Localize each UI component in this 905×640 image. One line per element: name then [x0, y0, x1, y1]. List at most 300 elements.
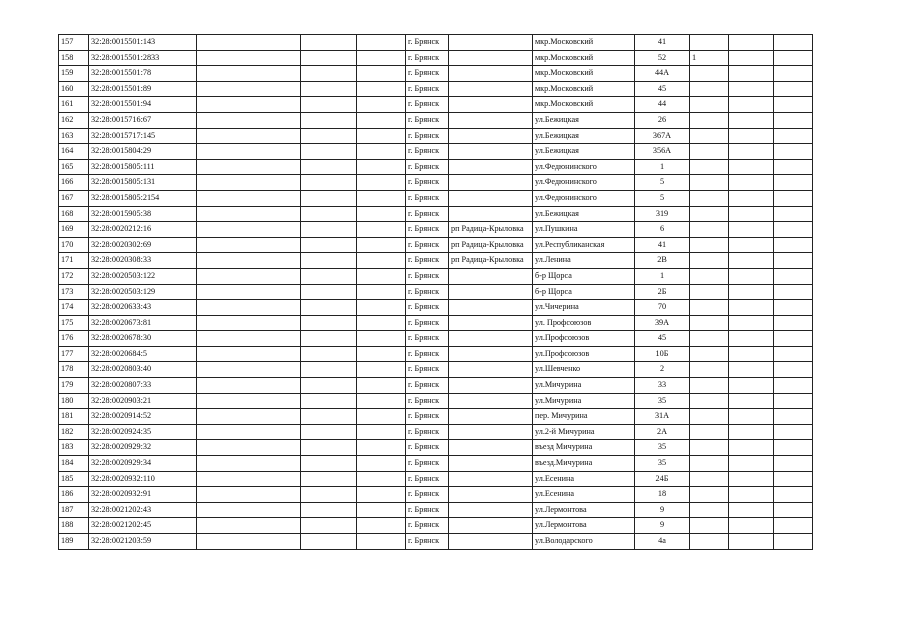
cadastral-number: 32:28:0020503:122 — [89, 268, 197, 284]
house-number: 2В — [635, 253, 690, 269]
empty-cell — [197, 393, 301, 409]
flag-cell — [690, 346, 729, 362]
empty-cell — [197, 128, 301, 144]
house-number: 5 — [635, 175, 690, 191]
settlement-cell — [449, 144, 533, 160]
empty-cell — [301, 456, 357, 472]
empty-cell — [301, 50, 357, 66]
street-cell: въезд Мичурина — [533, 440, 635, 456]
table-row — [59, 222, 813, 238]
empty-cell — [197, 534, 301, 550]
empty-cell — [774, 144, 813, 160]
flag-cell — [690, 456, 729, 472]
cadastral-number: 32:28:0020932:110 — [89, 471, 197, 487]
cadastral-number: 32:28:0015804:29 — [89, 144, 197, 160]
city-cell: г. Брянск — [406, 534, 449, 550]
flag-cell — [690, 35, 729, 51]
empty-cell — [729, 518, 774, 534]
house-number: 9 — [635, 502, 690, 518]
empty-cell — [729, 237, 774, 253]
house-number: 45 — [635, 331, 690, 347]
empty-cell — [197, 315, 301, 331]
empty-cell — [357, 534, 406, 550]
empty-cell — [301, 253, 357, 269]
empty-cell — [357, 206, 406, 222]
empty-cell — [729, 97, 774, 113]
house-number: 10Б — [635, 346, 690, 362]
street-cell: мкр.Московский — [533, 66, 635, 82]
empty-cell — [774, 440, 813, 456]
empty-cell — [774, 471, 813, 487]
empty-cell — [729, 190, 774, 206]
empty-cell — [357, 284, 406, 300]
street-cell: ул.Лермонтова — [533, 518, 635, 534]
empty-cell — [774, 362, 813, 378]
street-cell: ул.Есенина — [533, 471, 635, 487]
empty-cell — [774, 128, 813, 144]
table-row — [59, 518, 813, 534]
settlement-cell — [449, 378, 533, 394]
row-number: 185 — [59, 471, 89, 487]
flag-cell — [690, 66, 729, 82]
cadastral-number: 32:28:0015501:2833 — [89, 50, 197, 66]
settlement-cell: рп Радица-Крыловка — [449, 237, 533, 253]
flag-cell — [690, 471, 729, 487]
empty-cell — [197, 409, 301, 425]
empty-cell — [357, 112, 406, 128]
street-cell: мкр.Московский — [533, 35, 635, 51]
settlement-cell — [449, 315, 533, 331]
empty-cell — [729, 66, 774, 82]
empty-cell — [729, 409, 774, 425]
row-number: 173 — [59, 284, 89, 300]
table-row — [59, 331, 813, 347]
table-row — [59, 81, 813, 97]
city-cell: г. Брянск — [406, 144, 449, 160]
empty-cell — [301, 284, 357, 300]
flag-cell — [690, 237, 729, 253]
empty-cell — [197, 66, 301, 82]
cadastral-number: 32:28:0015905:38 — [89, 206, 197, 222]
empty-cell — [357, 346, 406, 362]
empty-cell — [357, 362, 406, 378]
row-number: 172 — [59, 268, 89, 284]
street-cell: б-р Щорса — [533, 284, 635, 300]
house-number: 2 — [635, 362, 690, 378]
street-cell: ул.Федюнинского — [533, 159, 635, 175]
empty-cell — [301, 346, 357, 362]
house-number: 35 — [635, 456, 690, 472]
city-cell: г. Брянск — [406, 97, 449, 113]
table-row — [59, 315, 813, 331]
city-cell: г. Брянск — [406, 222, 449, 238]
cadastral-number: 32:28:0020308:33 — [89, 253, 197, 269]
cadastral-number: 32:28:0020503:129 — [89, 284, 197, 300]
house-number: 2Б — [635, 284, 690, 300]
table-row — [59, 112, 813, 128]
cadastral-number: 32:28:0015805:2154 — [89, 190, 197, 206]
street-cell: ул.Ленина — [533, 253, 635, 269]
empty-cell — [301, 378, 357, 394]
empty-cell — [774, 284, 813, 300]
empty-cell — [197, 144, 301, 160]
row-number: 160 — [59, 81, 89, 97]
cadastral-number: 32:28:0020302:69 — [89, 237, 197, 253]
empty-cell — [774, 456, 813, 472]
empty-cell — [357, 487, 406, 503]
empty-cell — [729, 159, 774, 175]
city-cell: г. Брянск — [406, 409, 449, 425]
empty-cell — [197, 424, 301, 440]
empty-cell — [357, 424, 406, 440]
empty-cell — [729, 456, 774, 472]
empty-cell — [357, 393, 406, 409]
table-row — [59, 253, 813, 269]
empty-cell — [197, 471, 301, 487]
house-number: 319 — [635, 206, 690, 222]
street-cell: ул.2-й Мичурина — [533, 424, 635, 440]
cadastral-number: 32:28:0020673:81 — [89, 315, 197, 331]
table-row — [59, 35, 813, 51]
row-number: 169 — [59, 222, 89, 238]
empty-cell — [774, 175, 813, 191]
empty-cell — [774, 206, 813, 222]
table-row — [59, 50, 813, 66]
empty-cell — [774, 409, 813, 425]
city-cell: г. Брянск — [406, 206, 449, 222]
table-row — [59, 190, 813, 206]
house-number: 24Б — [635, 471, 690, 487]
house-number: 52 — [635, 50, 690, 66]
house-number: 31А — [635, 409, 690, 425]
empty-cell — [301, 175, 357, 191]
table-row — [59, 284, 813, 300]
settlement-cell — [449, 35, 533, 51]
empty-cell — [357, 35, 406, 51]
house-number: 356А — [635, 144, 690, 160]
flag-cell — [690, 175, 729, 191]
flag-cell — [690, 128, 729, 144]
row-number: 178 — [59, 362, 89, 378]
flag-cell — [690, 159, 729, 175]
empty-cell — [301, 190, 357, 206]
table-row — [59, 378, 813, 394]
empty-cell — [774, 237, 813, 253]
empty-cell — [197, 237, 301, 253]
house-number: 39А — [635, 315, 690, 331]
empty-cell — [774, 190, 813, 206]
settlement-cell — [449, 502, 533, 518]
empty-cell — [197, 175, 301, 191]
house-number: 6 — [635, 222, 690, 238]
empty-cell — [774, 159, 813, 175]
row-number: 167 — [59, 190, 89, 206]
row-number: 164 — [59, 144, 89, 160]
row-number: 179 — [59, 378, 89, 394]
settlement-cell — [449, 50, 533, 66]
settlement-cell — [449, 534, 533, 550]
empty-cell — [357, 175, 406, 191]
table-row — [59, 424, 813, 440]
row-number: 180 — [59, 393, 89, 409]
flag-cell — [690, 378, 729, 394]
house-number: 1 — [635, 159, 690, 175]
table-row — [59, 346, 813, 362]
empty-cell — [197, 190, 301, 206]
table-row — [59, 175, 813, 191]
empty-cell — [197, 346, 301, 362]
street-cell: ул.Бежицкая — [533, 206, 635, 222]
empty-cell — [729, 253, 774, 269]
street-cell: ул.Мичурина — [533, 393, 635, 409]
street-cell: ул.Профсоюзов — [533, 331, 635, 347]
row-number: 181 — [59, 409, 89, 425]
city-cell: г. Брянск — [406, 471, 449, 487]
settlement-cell — [449, 284, 533, 300]
empty-cell — [301, 315, 357, 331]
city-cell: г. Брянск — [406, 128, 449, 144]
empty-cell — [301, 362, 357, 378]
cadastral-number: 32:28:0020684:5 — [89, 346, 197, 362]
house-number: 4а — [635, 534, 690, 550]
empty-cell — [729, 424, 774, 440]
flag-cell — [690, 253, 729, 269]
empty-cell — [301, 331, 357, 347]
settlement-cell — [449, 66, 533, 82]
city-cell: г. Брянск — [406, 112, 449, 128]
table-row — [59, 362, 813, 378]
flag-cell — [690, 487, 729, 503]
settlement-cell — [449, 518, 533, 534]
empty-cell — [729, 128, 774, 144]
city-cell: г. Брянск — [406, 331, 449, 347]
house-number: 41 — [635, 35, 690, 51]
empty-cell — [301, 144, 357, 160]
empty-cell — [301, 424, 357, 440]
cadastral-number: 32:28:0020929:32 — [89, 440, 197, 456]
street-cell: ул.Бежицкая — [533, 128, 635, 144]
cadastral-number: 32:28:0020929:34 — [89, 456, 197, 472]
city-cell: г. Брянск — [406, 175, 449, 191]
settlement-cell — [449, 190, 533, 206]
city-cell: г. Брянск — [406, 362, 449, 378]
empty-cell — [729, 268, 774, 284]
empty-cell — [774, 346, 813, 362]
street-cell: ул.Республиканская — [533, 237, 635, 253]
house-number: 33 — [635, 378, 690, 394]
empty-cell — [301, 81, 357, 97]
empty-cell — [197, 159, 301, 175]
empty-cell — [729, 331, 774, 347]
street-cell: ул.Шевченко — [533, 362, 635, 378]
empty-cell — [301, 471, 357, 487]
empty-cell — [197, 253, 301, 269]
empty-cell — [357, 237, 406, 253]
empty-cell — [774, 50, 813, 66]
empty-cell — [729, 175, 774, 191]
street-cell: ул.Чичерина — [533, 300, 635, 316]
empty-cell — [774, 222, 813, 238]
empty-cell — [197, 456, 301, 472]
row-number: 184 — [59, 456, 89, 472]
street-cell: ул.Бежицкая — [533, 144, 635, 160]
house-number: 70 — [635, 300, 690, 316]
empty-cell — [197, 112, 301, 128]
empty-cell — [774, 315, 813, 331]
row-number: 176 — [59, 331, 89, 347]
empty-cell — [729, 362, 774, 378]
house-number: 1 — [635, 268, 690, 284]
empty-cell — [729, 284, 774, 300]
flag-cell — [690, 518, 729, 534]
cadastral-number: 32:28:0015805:111 — [89, 159, 197, 175]
flag-cell — [690, 331, 729, 347]
empty-cell — [301, 487, 357, 503]
settlement-cell — [449, 112, 533, 128]
city-cell: г. Брянск — [406, 50, 449, 66]
empty-cell — [729, 378, 774, 394]
empty-cell — [729, 487, 774, 503]
table-row — [59, 128, 813, 144]
flag-cell — [690, 268, 729, 284]
street-cell: ул.Есенина — [533, 487, 635, 503]
empty-cell — [357, 440, 406, 456]
city-cell: г. Брянск — [406, 518, 449, 534]
flag-cell — [690, 206, 729, 222]
table-row — [59, 268, 813, 284]
empty-cell — [301, 268, 357, 284]
house-number: 35 — [635, 440, 690, 456]
house-number: 44А — [635, 66, 690, 82]
city-cell: г. Брянск — [406, 315, 449, 331]
city-cell: г. Брянск — [406, 190, 449, 206]
empty-cell — [729, 144, 774, 160]
flag-cell — [690, 409, 729, 425]
flag-cell — [690, 112, 729, 128]
empty-cell — [774, 424, 813, 440]
row-number: 157 — [59, 35, 89, 51]
empty-cell — [301, 237, 357, 253]
house-number: 367А — [635, 128, 690, 144]
cadastral-number: 32:28:0015805:131 — [89, 175, 197, 191]
empty-cell — [301, 534, 357, 550]
empty-cell — [729, 471, 774, 487]
empty-cell — [357, 518, 406, 534]
city-cell: г. Брянск — [406, 284, 449, 300]
empty-cell — [357, 190, 406, 206]
empty-cell — [729, 81, 774, 97]
empty-cell — [197, 50, 301, 66]
empty-cell — [357, 144, 406, 160]
table-row — [59, 502, 813, 518]
empty-cell — [197, 268, 301, 284]
house-number: 35 — [635, 393, 690, 409]
flag-cell — [690, 534, 729, 550]
city-cell: г. Брянск — [406, 378, 449, 394]
flag-cell — [690, 81, 729, 97]
settlement-cell: рп Радица-Крыловка — [449, 253, 533, 269]
empty-cell — [357, 66, 406, 82]
flag-cell — [690, 222, 729, 238]
empty-cell — [301, 66, 357, 82]
row-number: 174 — [59, 300, 89, 316]
empty-cell — [301, 409, 357, 425]
city-cell: г. Брянск — [406, 346, 449, 362]
house-number: 5 — [635, 190, 690, 206]
city-cell: г. Брянск — [406, 159, 449, 175]
cadastral-number: 32:28:0015501:94 — [89, 97, 197, 113]
house-number: 2А — [635, 424, 690, 440]
row-number: 188 — [59, 518, 89, 534]
settlement-cell — [449, 346, 533, 362]
settlement-cell — [449, 159, 533, 175]
flag-cell — [690, 315, 729, 331]
empty-cell — [774, 97, 813, 113]
cadastral-number: 32:28:0015716:67 — [89, 112, 197, 128]
flag-cell: 1 — [690, 50, 729, 66]
row-number: 161 — [59, 97, 89, 113]
empty-cell — [197, 284, 301, 300]
cadastral-number: 32:28:0021202:43 — [89, 502, 197, 518]
empty-cell — [729, 393, 774, 409]
settlement-cell — [449, 206, 533, 222]
row-number: 165 — [59, 159, 89, 175]
empty-cell — [301, 518, 357, 534]
row-number: 175 — [59, 315, 89, 331]
empty-cell — [301, 206, 357, 222]
empty-cell — [301, 502, 357, 518]
settlement-cell — [449, 471, 533, 487]
street-cell: ул.Пушкина — [533, 222, 635, 238]
empty-cell — [197, 518, 301, 534]
settlement-cell — [449, 456, 533, 472]
settlement-cell — [449, 81, 533, 97]
settlement-cell — [449, 268, 533, 284]
settlement-cell — [449, 128, 533, 144]
table-row — [59, 97, 813, 113]
cadastral-number: 32:28:0020212:16 — [89, 222, 197, 238]
row-number: 166 — [59, 175, 89, 191]
register-body — [59, 35, 813, 550]
flag-cell — [690, 502, 729, 518]
settlement-cell — [449, 331, 533, 347]
empty-cell — [729, 315, 774, 331]
empty-cell — [357, 253, 406, 269]
empty-cell — [729, 206, 774, 222]
empty-cell — [197, 300, 301, 316]
city-cell: г. Брянск — [406, 300, 449, 316]
cadastral-number: 32:28:0020803:40 — [89, 362, 197, 378]
empty-cell — [357, 268, 406, 284]
settlement-cell: рп Радица-Крыловка — [449, 222, 533, 238]
empty-cell — [774, 35, 813, 51]
empty-cell — [357, 97, 406, 113]
flag-cell — [690, 97, 729, 113]
flag-cell — [690, 144, 729, 160]
cadastral-number: 32:28:0020903:21 — [89, 393, 197, 409]
street-cell: ул.Мичурина — [533, 378, 635, 394]
flag-cell — [690, 393, 729, 409]
row-number: 158 — [59, 50, 89, 66]
empty-cell — [774, 534, 813, 550]
city-cell: г. Брянск — [406, 440, 449, 456]
settlement-cell — [449, 487, 533, 503]
city-cell: г. Брянск — [406, 502, 449, 518]
empty-cell — [301, 300, 357, 316]
city-cell: г. Брянск — [406, 393, 449, 409]
empty-cell — [729, 440, 774, 456]
empty-cell — [357, 409, 406, 425]
